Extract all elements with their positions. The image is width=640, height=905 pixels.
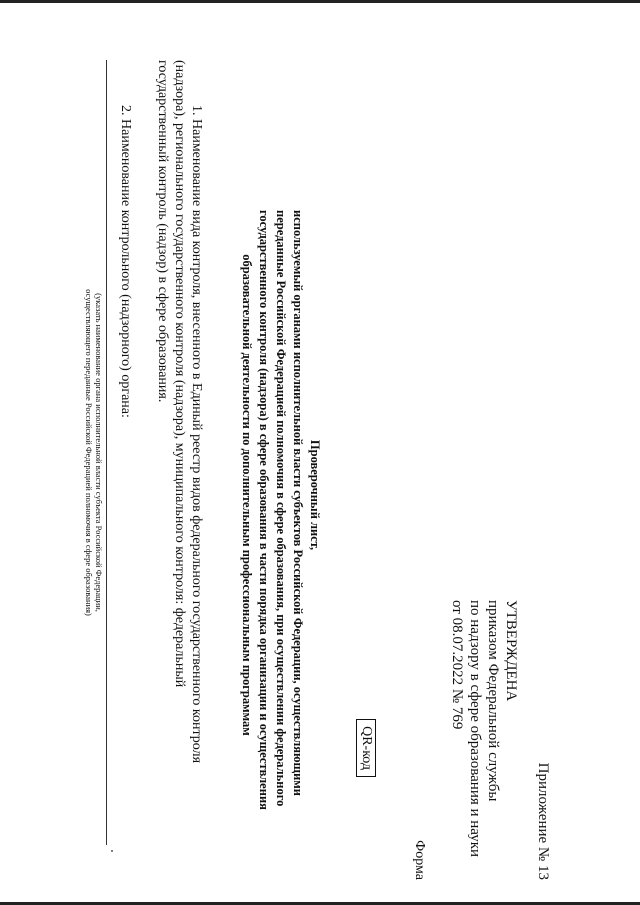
fill-in-line — [106, 60, 107, 845]
paragraph-line: 1. Наименование вида контроля, внесенного в Единый реестр видов федерального государственного контроля — [189, 105, 204, 764]
caption-line: (указать наименование органа исполнительной власти субъекта Российской Федерации, — [94, 293, 104, 612]
paragraph-line: государственный контроль (надзор) в сфере образования. — [155, 60, 170, 403]
paragraph-control-type — [154, 60, 205, 845]
approval-line: УТВЕРЖДЕНА — [503, 600, 519, 702]
appendix-number: Приложение № 13 — [535, 762, 551, 880]
rotated-document-page — [60, 60, 560, 905]
title-line: Проверочный лист, — [308, 439, 322, 551]
form-label: Форма — [412, 840, 427, 880]
title-line: государственного контроля (надзора) в сфере образования в части порядка организации и осуществления — [257, 210, 271, 810]
approval-block — [448, 600, 520, 858]
qr-code-box: QR-код — [356, 719, 376, 777]
title-line: образовательной деятельности по дополнительным профессиональным программам — [240, 254, 254, 736]
scan-top-border — [0, 0, 640, 3]
paragraph-line: (надзора), регионального государственного контроля (надзора), муниципального контроля: федеральный — [172, 60, 187, 688]
scan-dot — [111, 850, 113, 852]
approval-line: от 08.07.2022 № 769 — [449, 600, 465, 730]
title-line: переданные Российской Федерацией полномочия в сфере образования, при осуществлении федерального — [274, 210, 288, 807]
approval-line: по надзору в сфере образования и науки — [467, 600, 483, 858]
approval-line: приказом Федеральной службы — [485, 600, 501, 802]
title-line: используемый органами исполнительной власти субъектов Российской Федерации, осуществляющими — [291, 210, 305, 796]
caption-line: осуществляющего переданные Российской Федерацией полномочия в сфере образования) — [84, 289, 94, 616]
field-caption — [84, 60, 104, 845]
document-title — [238, 210, 323, 810]
paragraph-control-body: 2. Наименование контрольного (надзорного) органа: — [118, 105, 133, 418]
